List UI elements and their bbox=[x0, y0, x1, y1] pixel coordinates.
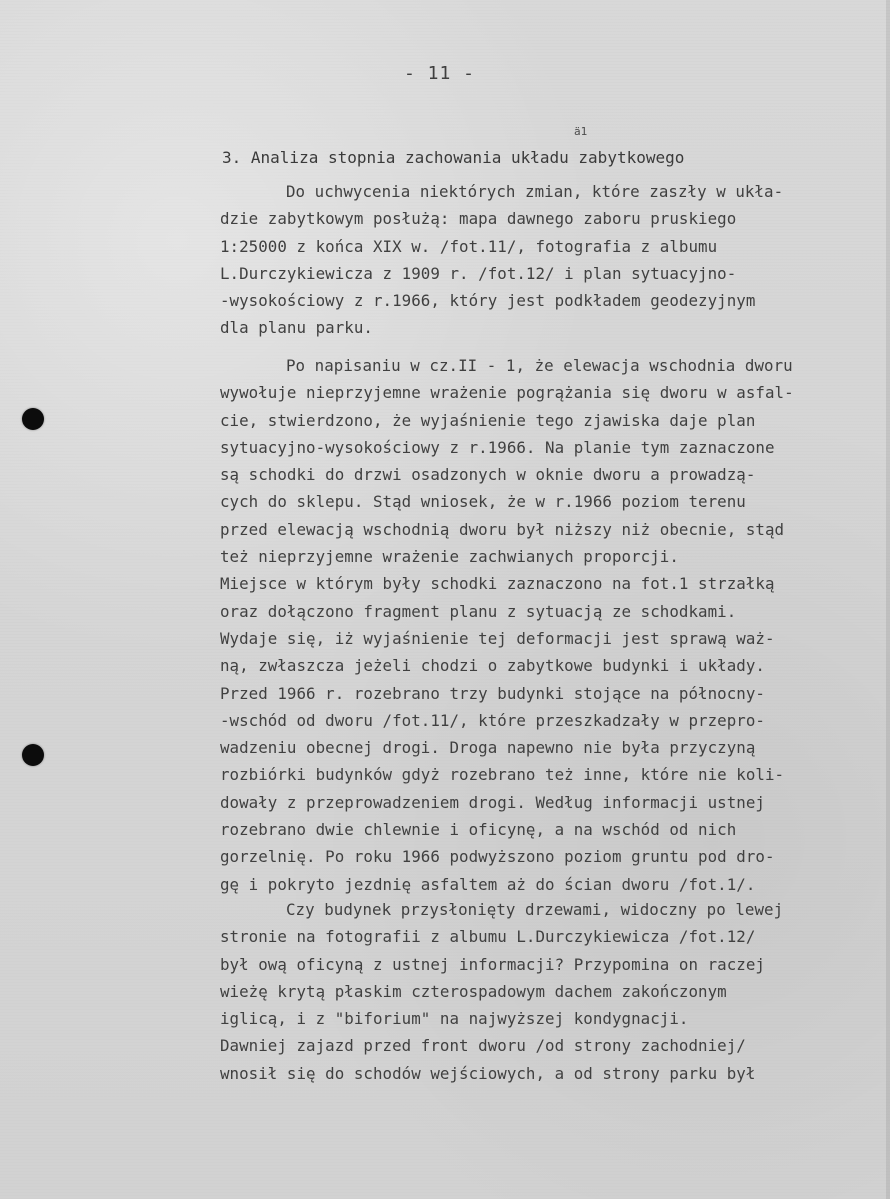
paragraph-1 bbox=[220, 178, 870, 342]
paragraph-line: są schodki do drzwi osadzonych w oknie dworu a prowadzą- bbox=[220, 465, 756, 485]
paragraph-line: był ową oficyną z ustnej informacji? Przypomina on raczej bbox=[220, 954, 765, 974]
paragraph-line: Do uchwycenia niektórych zmian, które zaszły w ukła- bbox=[286, 182, 784, 201]
paragraph-line: -wschód od dworu /fot.11/, które przeszkadzały w przepro- bbox=[220, 710, 765, 730]
paragraph-line: dla planu parku. bbox=[220, 318, 373, 338]
paragraph-line: cych do sklepu. Stąd wniosek, że w r.1966 poziom terenu bbox=[220, 492, 746, 512]
paragraph-line: wieżę krytą płaskim czterospadowym dachem zakończonym bbox=[220, 981, 727, 1001]
binder-hole-top bbox=[22, 408, 44, 430]
paragraph-line: cie, stwierdzono, że wyjaśnienie tego zjawiska daje plan bbox=[220, 410, 756, 430]
paragraph-line: sytuacyjno-wysokościowy z r.1966. Na planie tym zaznaczone bbox=[220, 437, 775, 457]
paragraph-line: gorzelnię. Po roku 1966 podwyższono poziom gruntu pod dro- bbox=[220, 847, 775, 867]
paragraph-line: Wydaje się, iż wyjaśnienie tej deformacji jest sprawą waż- bbox=[220, 628, 775, 648]
paragraph-line: wadzeniu obecnej drogi. Droga napewno nie była przyczyną bbox=[220, 738, 756, 758]
paragraph-line: L.Durczykiewicza z 1909 r. /fot.12/ i plan sytuacyjno- bbox=[220, 263, 737, 283]
paragraph-line: gę i pokryto jezdnię asfaltem aż do ścian dworu /fot.1/. bbox=[220, 874, 756, 894]
paragraph-line: Przed 1966 r. rozebrano trzy budynki stojące na północny- bbox=[220, 683, 765, 703]
paragraph-line: Miejsce w którym były schodki zaznaczono na fot.1 strzałką bbox=[220, 574, 775, 594]
paragraph-line: rozebrano dwie chlewnie i oficynę, a na wschód od nich bbox=[220, 820, 737, 840]
page-number: - 11 - bbox=[404, 63, 476, 84]
page-edge-shadow bbox=[886, 0, 890, 1199]
paragraph-line: 1:25000 z końca XIX w. /fot.11/, fotografia z albumu bbox=[220, 236, 718, 256]
binder-hole-bottom bbox=[22, 744, 44, 766]
paragraph-line: stronie na fotografii z albumu L.Durczykiewicza /fot.12/ bbox=[220, 927, 756, 947]
section-heading: 3. Analiza stopnia zachowania układu zabytkowego bbox=[222, 148, 685, 167]
paragraph-line: -wysokościowy z r.1966, który jest podkładem geodezyjnym bbox=[220, 291, 756, 311]
paragraph-line: wywołuje nieprzyjemne wrażenie pogrążania się dworu w asfal- bbox=[220, 383, 794, 403]
paragraph-line: ną, zwłaszcza jeżeli chodzi o zabytkowe budynki i układy. bbox=[220, 656, 765, 676]
paragraph-3 bbox=[220, 896, 870, 1087]
paragraph-line: Dawniej zajazd przed front dworu /od strony zachodniej/ bbox=[220, 1036, 746, 1056]
small-margin-mark: ä1 bbox=[574, 125, 588, 138]
paragraph-line: Po napisaniu w cz.II - 1, że elewacja wschodnia dworu bbox=[286, 356, 793, 375]
paragraph-line: dzie zabytkowym posłużą: mapa dawnego zaboru pruskiego bbox=[220, 209, 737, 229]
paragraph-line: dowały z przeprowadzeniem drogi. Według informacji ustnej bbox=[220, 792, 765, 812]
paragraph-line: przed elewacją wschodnią dworu był niższy niż obecnie, stąd bbox=[220, 519, 785, 539]
paragraph-line: rozbiórki budynków gdyż rozebrano też inne, które nie koli- bbox=[220, 765, 785, 785]
paragraph-2 bbox=[220, 352, 870, 898]
paragraph-line: wnosił się do schodów wejściowych, a od strony parku był bbox=[220, 1063, 756, 1083]
paragraph-line: Czy budynek przysłonięty drzewami, widoczny po lewej bbox=[286, 900, 784, 919]
paragraph-line: iglicą, i z "biforium" na najwyższej kondygnacji. bbox=[220, 1009, 689, 1029]
paragraph-line: też nieprzyjemne wrażenie zachwianych proporcji. bbox=[220, 547, 679, 567]
paragraph-line: oraz dołączono fragment planu z sytuacją ze schodkami. bbox=[220, 601, 737, 621]
